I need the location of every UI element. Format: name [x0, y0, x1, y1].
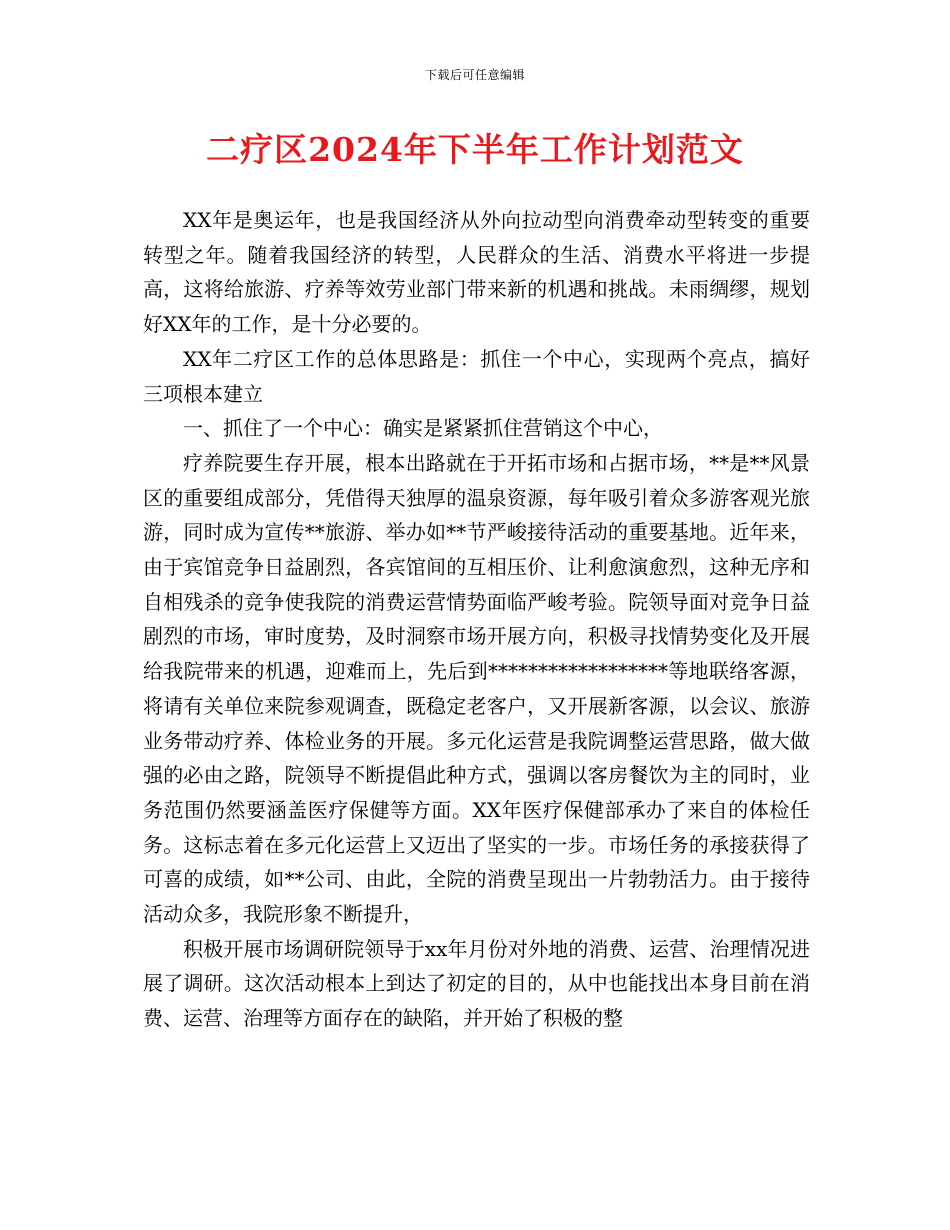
- paragraph-market-research: 积极开展市场调研院领导于xx年月份对外地的消费、运营、治理情况进展了调研。这次活动根本上到达了初定的目的，从中也能找出本身目前在消费、运营、治理等方面存在的缺陷，并开始了积极的整: [143, 936, 810, 1031]
- paragraph-intro: XX年是奥运年，也是我国经济从外向拉动型向消费牵动型转变的重要转型之年。随着我国经济的转型，人民群众的生活、消费水平将进一步提高，这将给旅游、疗养等效劳业部门带来新的机遇和挑战。未雨绸缪，规划好XX年的工作，是十分必要的。: [143, 208, 810, 337]
- document-body: [143, 203, 810, 1036]
- paragraph-section-one-heading: 一、抓住了一个中心：确实是紧紧抓住营销这个中心，: [183, 416, 663, 441]
- header-note: 下载后可任意编辑: [424, 68, 525, 82]
- paragraph-marketing: 疗养院要生存开展，根本出路就在于开拓市场和占据市场，**是**风景区的重要组成部分，凭借得天独厚的温泉资源，每年吸引着众多游客观光旅游，同时成为宣传**旅游、举办如**节严峻接待活动的重要基地。近年来，由于宾馆竞争日益剧烈，各宾馆间的互相压价、让利愈演愈烈，这种无序和自相残杀的竞争使我院的消费运营情势面临严峻考验。院领导面对竞争日益剧烈的市场，审时度势，及时洞察市场开展方向，积极寻找情势变化及开展给我院带来的机遇，迎难而上，先后到******************等地联络客源，将请有关单位来院参观调查，既稳定老客户，又开展新客源，以会议、旅游业务带动疗养、体检业务的开展。多元化运营是我院调整运营思路，做大做强的必由之路，院领导不断提倡此种方式，强调以客房餐饮为主的同时，业务范围仍然要涵盖医疗保健等方面。XX年医疗保健部承办了来自的体检任务。这标志着在多元化运营上又迈出了坚实的一步。市场任务的承接获得了可喜的成绩，如**公司、由此，全院的消费呈现出一片勃勃活力。由于接待活动众多，我院形象不断提升，: [143, 450, 810, 927]
- paragraph-overall-plan: XX年二疗区工作的总体思路是：抓住一个中心，实现两个亮点，搞好三项根本建立: [143, 346, 810, 406]
- document-title: 二疗区2024年下半年工作计划范文: [206, 130, 744, 169]
